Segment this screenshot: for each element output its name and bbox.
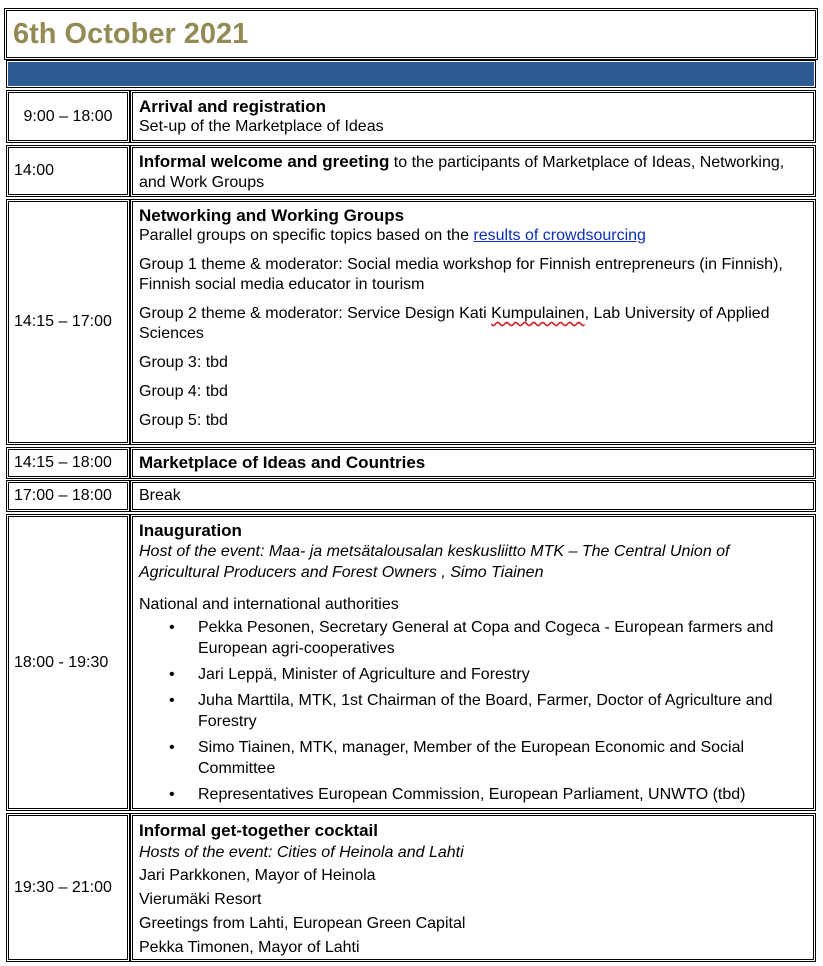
bullet-icon: •: [169, 619, 175, 636]
session-cell: [132, 449, 814, 477]
list-item: [139, 664, 805, 685]
list-item: Greetings from Lahti, European Green Capital: [139, 915, 466, 932]
session-cell: [132, 147, 814, 195]
list-item: [139, 617, 805, 659]
host-text: Host of the event: Maa- ja metsätalousalan keskusliitto MTK – The Central Union of Agricultural Producers and Forest Owners , Simo Tiainen: [139, 543, 730, 581]
group-item: Group 1 theme & moderator: Social media workshop for Finnish entrepreneurs (in Finnish), Finnish social media educator in tourism: [139, 256, 783, 293]
session-heading: Informal welcome and greeting: [139, 152, 390, 171]
speaker-list: [139, 617, 805, 805]
time-cell: [8, 516, 128, 809]
session-heading: Informal get-together cocktail: [139, 821, 378, 840]
session-text: Break: [139, 487, 181, 504]
list-item: [139, 690, 805, 732]
authorities-label: National and international authorities: [139, 596, 399, 613]
session-cell: [132, 201, 814, 443]
time-cell: [8, 92, 128, 141]
session-content: [139, 152, 805, 193]
session-content: [139, 453, 805, 473]
bullet-icon: •: [169, 786, 175, 803]
session-heading: Inauguration: [139, 521, 242, 540]
session-content: [139, 521, 805, 810]
session-heading: Networking and Working Groups: [139, 206, 405, 225]
session-intro-text: Parallel groups on specific topics based on the: [139, 227, 474, 244]
bullet-icon: •: [169, 692, 175, 709]
time-label: 18:00 - 19:30: [14, 653, 109, 671]
time-cell: [8, 147, 128, 195]
time-cell: [8, 815, 128, 960]
group-text: Group 2 theme & moderator: Service Design Kati: [139, 305, 492, 322]
session-text: to the participants of Marketplace of Ideas, Networking, and Work Groups: [139, 154, 785, 191]
bullet-icon: •: [169, 739, 175, 756]
session-heading: Arrival and registration: [139, 97, 327, 116]
list-item: Jari Parkkonen, Mayor of Heinola: [139, 867, 376, 884]
list-item: Vierumäki Resort: [139, 891, 262, 908]
session-content: [139, 486, 805, 506]
time-cell: [8, 449, 128, 477]
list-item: [139, 784, 805, 805]
session-heading: Marketplace of Ideas and Countries: [139, 453, 426, 472]
session-cell: [132, 92, 814, 141]
time-label: 9:00 – 18:00: [23, 107, 113, 125]
time-label: 19:30 – 21:00: [14, 878, 112, 896]
session-content: [139, 820, 805, 960]
group-item: Group 4: tbd: [139, 383, 228, 400]
session-paragraph: [139, 152, 805, 193]
time-label: 17:00 – 18:00: [14, 487, 112, 504]
speaker-text: Pekka Pesonen, Secretary General at Copa and Cogeca - European farmers and European agri-cooperatives: [198, 619, 774, 657]
header-band: [6, 60, 816, 88]
session-content: [139, 206, 805, 431]
hosts-text: Hosts of the event: Cities of Heinola and Lahti: [139, 844, 464, 861]
session-cell: [132, 516, 814, 809]
time-label: 14:15 – 18:00: [14, 454, 112, 471]
session-intro: [139, 226, 805, 246]
header-band-fill: [8, 62, 814, 86]
time-cell: [8, 482, 128, 510]
group-item: Group 3: tbd: [139, 354, 228, 371]
time-cell: [8, 201, 128, 443]
session-content: [139, 97, 805, 137]
date-title-box: [6, 10, 816, 58]
session-cell: [132, 815, 814, 960]
crowdsourcing-results-link[interactable]: results of crowdsourcing: [473, 227, 646, 244]
bullet-icon: •: [169, 666, 175, 683]
spellcheck-word: Kumpulainen: [491, 305, 585, 322]
speaker-text: Juha Marttila, MTK, 1st Chairman of the Board, Farmer, Doctor of Agriculture and Forestry: [198, 692, 773, 730]
group-item: Group 5: tbd: [139, 412, 228, 429]
group-item: [139, 304, 805, 344]
speaker-text: Simo Tiainen, MTK, manager, Member of the European Economic and Social Committee: [198, 739, 745, 777]
session-cell: [132, 482, 814, 510]
list-item: Pekka Timonen, Mayor of Lahti: [139, 939, 360, 956]
group-text: , Lab University of Applied Sciences: [139, 305, 770, 342]
speaker-text: Representatives European Commission, European Parliament, UNWTO (tbd): [198, 786, 746, 803]
speaker-text: Jari Leppä, Minister of Agriculture and Forestry: [198, 666, 530, 683]
session-text: Set-up of the Marketplace of Ideas: [139, 118, 384, 135]
time-label: 14:15 – 17:00: [14, 313, 112, 330]
list-item: [139, 737, 805, 779]
date-title: 6th October 2021: [13, 18, 249, 50]
time-label: 14:00: [14, 162, 55, 179]
